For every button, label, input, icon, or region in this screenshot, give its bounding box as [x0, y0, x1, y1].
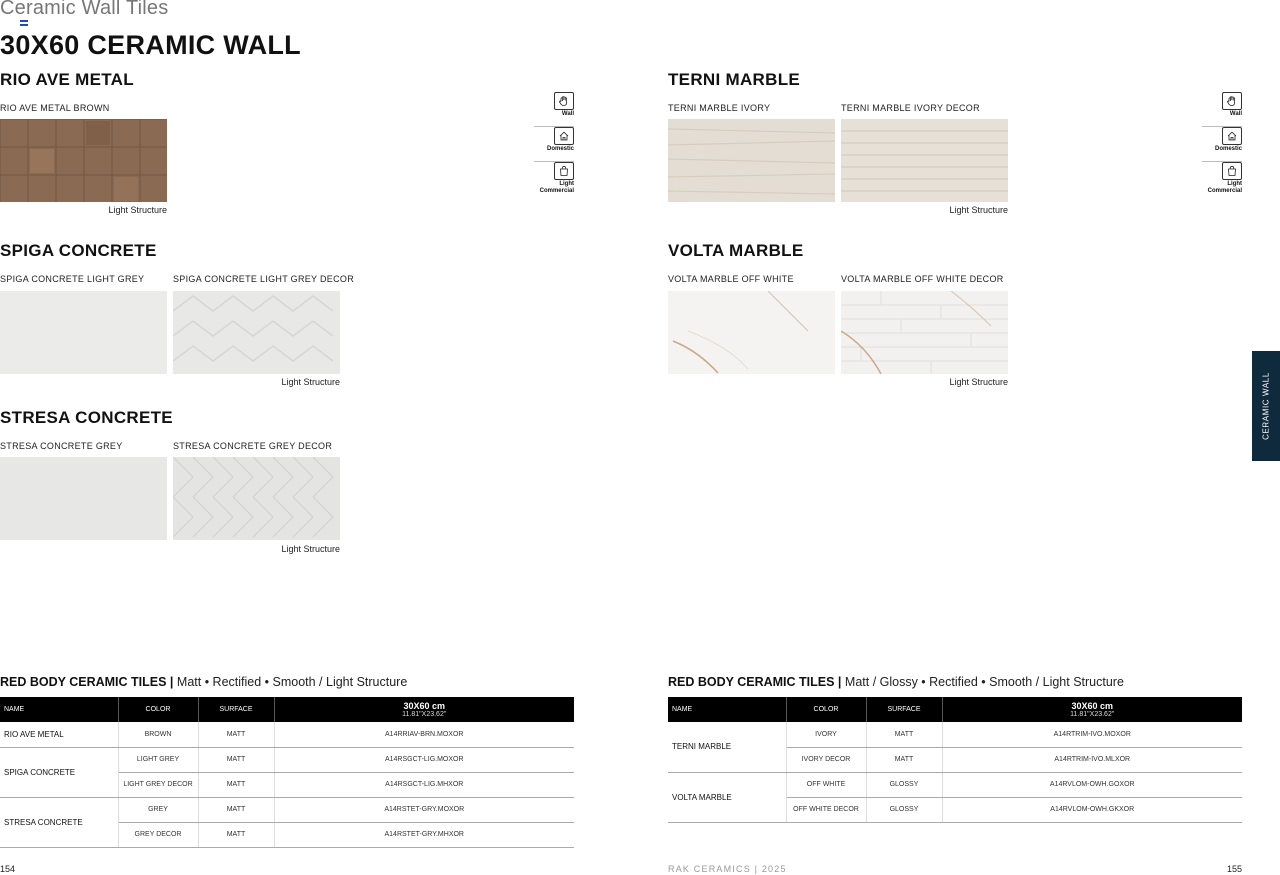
- row-surface: MATT: [866, 747, 942, 772]
- tile-image-spiga-light-grey: [0, 291, 167, 374]
- spec-table-left: [0, 697, 574, 848]
- finish-label: Light Structure: [281, 377, 340, 387]
- tile-label: VOLTA MARBLE OFF WHITE DECOR: [841, 274, 1004, 284]
- usage-icons: [534, 92, 574, 198]
- row-surface: GLOSSY: [866, 797, 942, 822]
- icon-caption: Light Commercial: [1207, 181, 1242, 194]
- col-header-name: NAME: [0, 697, 118, 722]
- tile-label: STRESA CONCRETE GREY: [0, 441, 123, 451]
- row-name: SPIGA CONCRETE: [0, 747, 118, 797]
- row-name: VOLTA MARBLE: [668, 772, 786, 822]
- row-color: OFF WHITE DECOR: [786, 797, 866, 822]
- home-icon: [554, 127, 574, 145]
- finish-label: Light Structure: [108, 205, 167, 215]
- tile-label: VOLTA MARBLE OFF WHITE: [668, 274, 794, 284]
- table-row: [668, 772, 1242, 797]
- icon-caption: Light Commercial: [539, 181, 574, 194]
- series-title-spiga: SPIGA CONCRETE: [0, 241, 157, 260]
- spec-heading-rest: Matt • Rectified • Smooth / Light Structure: [176, 675, 408, 689]
- tile-image-stresa-grey: [0, 457, 167, 540]
- finish-label: Light Structure: [949, 377, 1008, 387]
- row-code: A14RTRIM-IVO.MOXOR: [942, 722, 1242, 747]
- usage-wall: [534, 92, 574, 127]
- icon-caption: Wall: [1229, 111, 1242, 117]
- spec-heading-rest: Matt / Glossy • Rectified • Smooth / Light Structure: [844, 675, 1124, 689]
- page-number-right: 155: [1226, 864, 1242, 874]
- row-code: A14RSGCT-LIG.MOXOR: [274, 747, 574, 772]
- col-header-size: [942, 697, 1242, 722]
- row-color: OFF WHITE: [786, 772, 866, 797]
- row-surface: MATT: [198, 722, 274, 747]
- tile-image-spiga-light-grey-decor: [173, 291, 340, 374]
- series-title-terni: TERNI MARBLE: [668, 70, 801, 89]
- icon-caption: Domestic: [546, 146, 574, 152]
- page-title: 30X60 CERAMIC WALL: [0, 30, 301, 60]
- shopping-bag-icon: [1222, 162, 1242, 180]
- tile-image-terni-ivory: [668, 119, 835, 202]
- row-surface: GLOSSY: [866, 772, 942, 797]
- row-color: LIGHT GREY: [118, 747, 198, 772]
- table-row: [0, 747, 574, 772]
- row-code: A14RSGCT-LIG.MHXOR: [274, 772, 574, 797]
- page-number-left: 154: [0, 864, 16, 874]
- tile-image-rio-ave-brown: [0, 119, 167, 202]
- tile-label: RIO AVE METAL BROWN: [0, 103, 110, 113]
- row-surface: MATT: [198, 747, 274, 772]
- row-surface: MATT: [198, 797, 274, 822]
- col-header-color: COLOR: [118, 697, 198, 722]
- row-surface: MATT: [198, 772, 274, 797]
- row-code: A14RTRIM-IVO.MLXOR: [942, 747, 1242, 772]
- col-header-surface: SURFACE: [866, 697, 942, 722]
- row-color: LIGHT GREY DECOR: [118, 772, 198, 797]
- col-header-size: [274, 697, 574, 722]
- usage-icons: [1202, 92, 1242, 198]
- section-label: Ceramic Wall Tiles: [0, 0, 169, 19]
- side-tab[interactable]: [1252, 351, 1280, 461]
- tile-image-terni-ivory-decor: [841, 119, 1008, 202]
- size-sub: 11.81"X23.62": [1070, 711, 1115, 718]
- row-name: STRESA CONCRETE: [0, 797, 118, 847]
- tile-label: SPIGA CONCRETE LIGHT GREY: [0, 274, 145, 284]
- tile-image-stresa-grey-decor: [173, 457, 340, 540]
- tile-label: TERNI MARBLE IVORY: [668, 103, 771, 113]
- size-sub: 11.81"X23.62": [402, 711, 447, 718]
- col-header-color: COLOR: [786, 697, 866, 722]
- shopping-bag-icon: [554, 162, 574, 180]
- spec-table-right: [668, 697, 1242, 823]
- spec-heading-right: [668, 675, 1124, 689]
- table-row: [0, 722, 574, 747]
- tile-label: TERNI MARBLE IVORY DECOR: [841, 103, 980, 113]
- row-color: IVORY: [786, 722, 866, 747]
- tile-label: STRESA CONCRETE GREY DECOR: [173, 441, 333, 451]
- size-main: 30X60 cm: [403, 701, 446, 711]
- tile-image-volta-off-white: [668, 291, 835, 374]
- row-color: IVORY DECOR: [786, 747, 866, 772]
- row-code: A14RVLOM-OWH.GKXOR: [942, 797, 1242, 822]
- footer-brand: RAK CERAMICS | 2025: [668, 864, 787, 874]
- spec-heading-bold: RED BODY CERAMIC TILES |: [668, 675, 842, 689]
- usage-light-commercial: [534, 162, 574, 198]
- row-code: A14RSTET-GRY.MOXOR: [274, 797, 574, 822]
- series-title-rio-ave: RIO AVE METAL: [0, 70, 134, 89]
- col-header-name: NAME: [668, 697, 786, 722]
- series-title-stresa: STRESA CONCRETE: [0, 408, 173, 427]
- usage-domestic: [534, 127, 574, 162]
- finish-label: Light Structure: [281, 544, 340, 554]
- col-header-surface: SURFACE: [198, 697, 274, 722]
- side-tab-label: CERAMIC WALL: [1261, 372, 1271, 440]
- usage-domestic: [1202, 127, 1242, 162]
- icon-caption: Wall: [561, 111, 574, 117]
- table-row: [0, 797, 574, 822]
- row-name: RIO AVE METAL: [0, 722, 118, 747]
- tile-image-volta-off-white-decor: [841, 291, 1008, 374]
- row-color: GREY DECOR: [118, 822, 198, 847]
- hand-icon: [554, 92, 574, 110]
- row-code: A14RSTET-GRY.MHXOR: [274, 822, 574, 847]
- spec-heading-bold: RED BODY CERAMIC TILES |: [0, 675, 174, 689]
- tile-label: SPIGA CONCRETE LIGHT GREY DECOR: [173, 274, 355, 284]
- finish-label: Light Structure: [949, 205, 1008, 215]
- row-code: A14RVLOM-OWH.GOXOR: [942, 772, 1242, 797]
- usage-wall: [1202, 92, 1242, 127]
- flag-icon: [20, 20, 28, 26]
- row-color: BROWN: [118, 722, 198, 747]
- series-title-volta: VOLTA MARBLE: [668, 241, 804, 260]
- row-surface: MATT: [866, 722, 942, 747]
- home-icon: [1222, 127, 1242, 145]
- row-surface: MATT: [198, 822, 274, 847]
- row-name: TERNI MARBLE: [668, 722, 786, 772]
- size-main: 30X60 cm: [1071, 701, 1114, 711]
- table-row: [668, 722, 1242, 747]
- row-code: A14RRIAV-BRN.MOXOR: [274, 722, 574, 747]
- hand-icon: [1222, 92, 1242, 110]
- row-color: GREY: [118, 797, 198, 822]
- icon-caption: Domestic: [1214, 146, 1242, 152]
- spec-heading-left: [0, 675, 407, 689]
- usage-light-commercial: [1202, 162, 1242, 198]
